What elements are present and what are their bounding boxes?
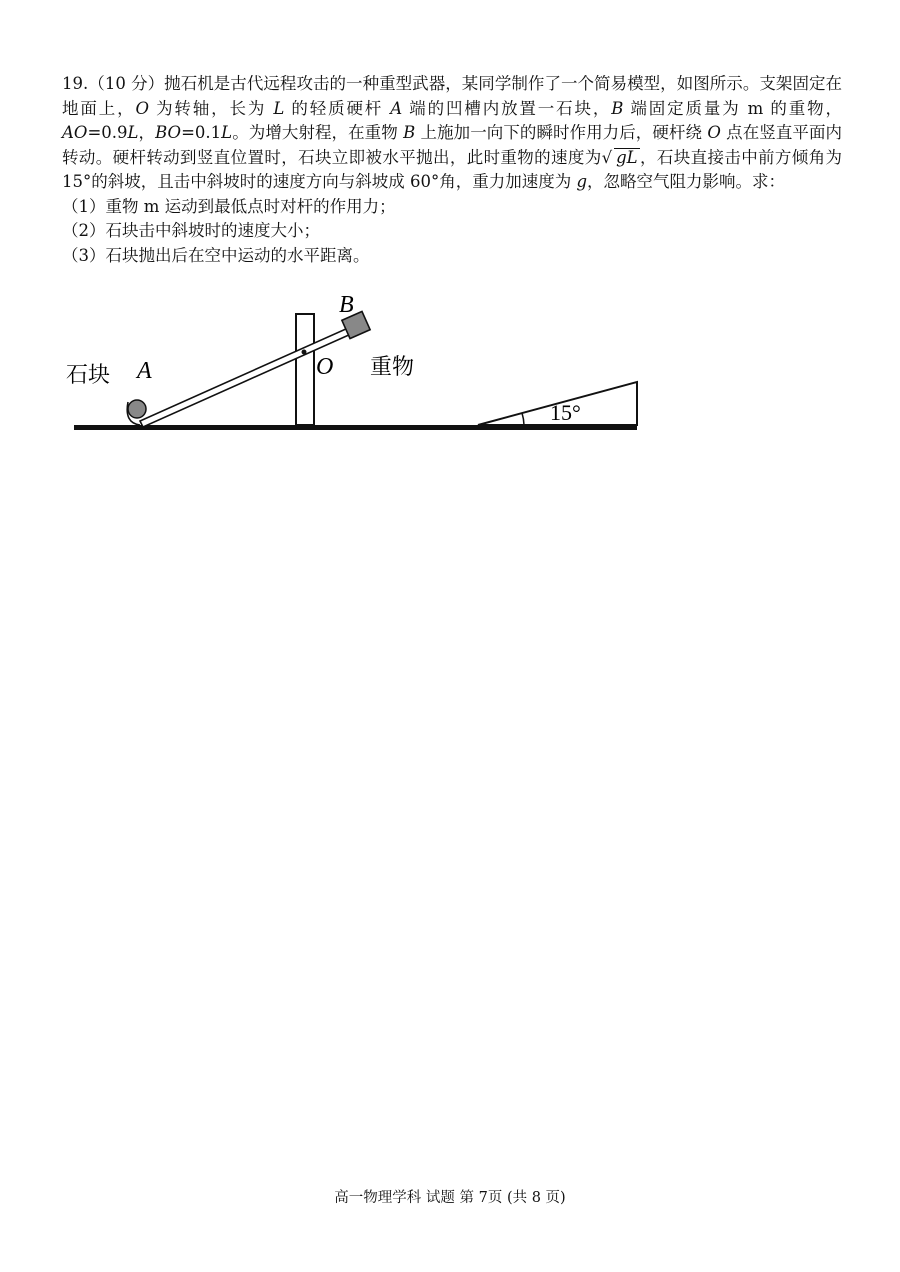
sub-question-3: （3）石块抛出后在空中运动的水平距离。 bbox=[62, 245, 370, 265]
problem-stem bbox=[62, 72, 842, 195]
stem-text: 抛石机是古代远程攻击的一种重型武器，某同学制作了一个简易模型，如图所示。支架固定在地面上， bbox=[62, 74, 843, 118]
stem-text: ，忽略空气阻力影响。求： bbox=[587, 172, 786, 191]
stem-text: ，石块直接击中前方倾角为 15°的斜坡，且击中斜坡时的速度方向与斜坡成 60°角，重力加速度为 bbox=[62, 147, 843, 191]
label-O: O bbox=[316, 354, 334, 380]
var-BO: BO bbox=[155, 123, 182, 142]
problem-19 bbox=[62, 72, 842, 268]
sub-question-1: （1）重物 m 运动到最低点时对杆的作用力； bbox=[62, 196, 396, 216]
stem-text: =0.9 bbox=[87, 123, 128, 142]
sub-question-2: （2）石块击中斜坡时的速度大小； bbox=[62, 221, 320, 240]
stem-text: 端固定质量为 m 的重物， bbox=[623, 98, 842, 118]
page-footer: 高一物理学科 试题 第 7页 (共 8 页) bbox=[334, 1190, 566, 1206]
sub-questions bbox=[62, 195, 842, 269]
stem-text: 端的凹槽内放置一石块， bbox=[402, 98, 612, 118]
var-L: L bbox=[221, 123, 233, 142]
var-L: L bbox=[273, 98, 285, 118]
stem-text: 上施加一向下的瞬时作用力后，硬杆绕 bbox=[415, 123, 708, 142]
problem-score: （10 分） bbox=[88, 74, 165, 93]
label-stone: 石块 bbox=[66, 363, 111, 388]
stem-text: 的轻质硬杆 bbox=[284, 98, 391, 118]
sqrt-gL: gL bbox=[616, 147, 638, 167]
label-B: B bbox=[339, 292, 354, 318]
var-O: O bbox=[707, 123, 721, 142]
stone-ball bbox=[128, 400, 146, 418]
pivot-point bbox=[302, 350, 307, 355]
stem-text: ， bbox=[138, 123, 156, 142]
stem-text: 点在竖直平面内转动。硬杆转动到竖直位置时，石块立即被水平抛出，此时重物的速度为 bbox=[62, 123, 843, 167]
stem-text: 。为增大射程，在重物 bbox=[232, 123, 404, 142]
stem-text: 为转轴，长为 bbox=[148, 98, 274, 118]
var-L: L bbox=[127, 123, 139, 142]
sqrt-sign: √ bbox=[601, 147, 613, 167]
catapult-figure bbox=[60, 290, 650, 440]
var-B: B bbox=[403, 123, 416, 142]
var-g: g bbox=[576, 172, 588, 191]
support-post bbox=[296, 314, 314, 425]
stem-text: =0.1 bbox=[181, 123, 222, 142]
label-angle: 15° bbox=[550, 400, 581, 425]
var-O: O bbox=[135, 98, 149, 118]
var-A: A bbox=[390, 98, 403, 118]
label-A: A bbox=[137, 358, 152, 384]
var-B: B bbox=[611, 98, 624, 118]
var-AO: AO bbox=[62, 123, 88, 142]
label-weight: 重物 bbox=[370, 355, 415, 380]
problem-number: 19. bbox=[62, 74, 89, 93]
